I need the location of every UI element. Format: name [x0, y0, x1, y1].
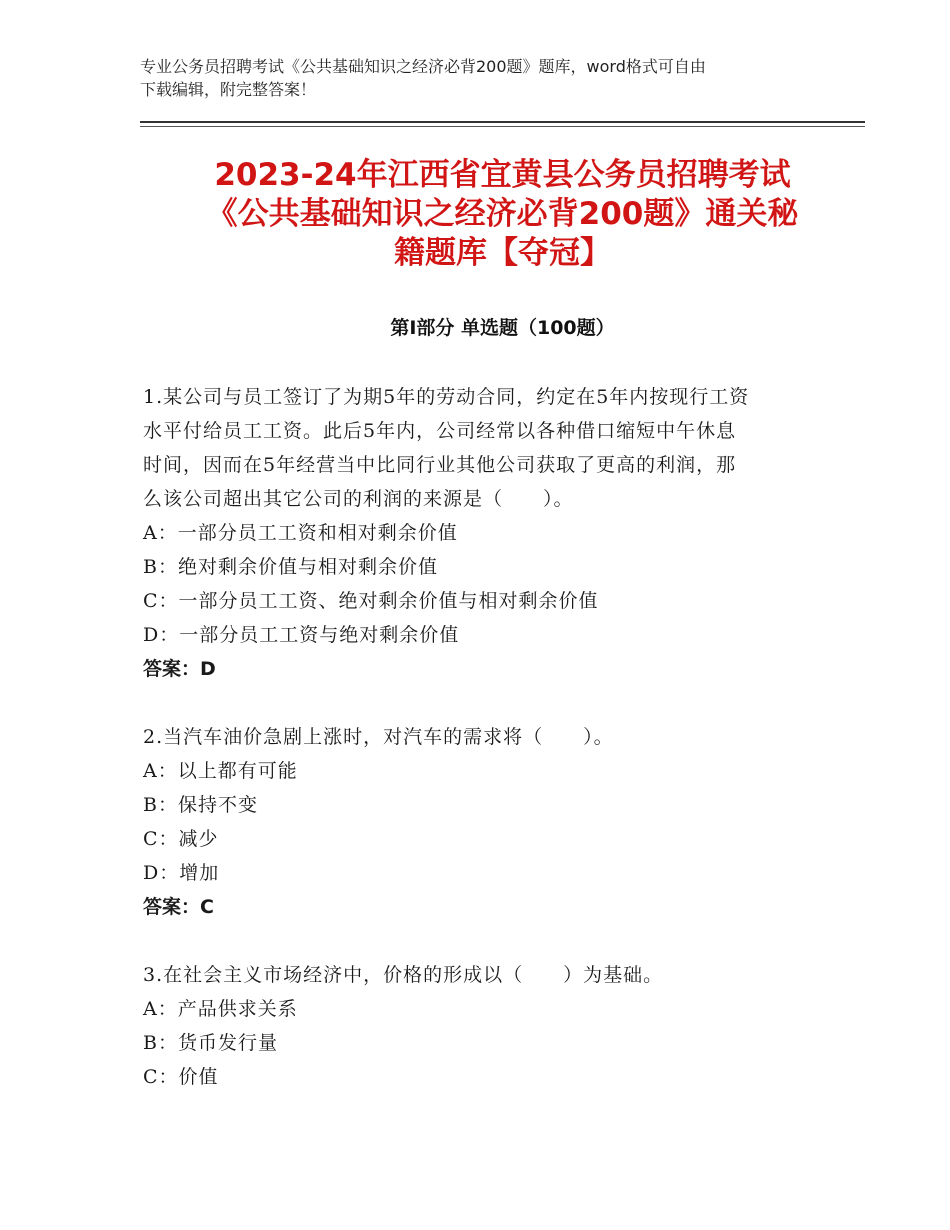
question-1-answer: 答案：D	[143, 658, 216, 680]
question-2-option-d: D：增加	[143, 862, 220, 884]
document-title-line-2: 《公共基础知识之经济必背200题》通关秘	[206, 196, 799, 232]
question-3	[143, 958, 813, 1094]
question-2-answer: 答案：C	[143, 896, 214, 918]
question-stem-line: 水平付给员工工资。此后5年内，公司经常以各种借口缩短中午休息	[143, 420, 737, 442]
header-note	[140, 55, 810, 101]
question-2	[143, 720, 813, 924]
question-stem-line: 3.在社会主义市场经济中，价格的形成以（ ）为基础。	[143, 964, 664, 986]
document-title-line-3: 籍题库【夺冠】	[394, 235, 611, 271]
question-1-option-a: A：一部分员工工资和相对剩余价值	[143, 522, 458, 544]
header-note-line-2: 下载编辑，附完整答案！	[140, 80, 317, 99]
question-1	[143, 380, 813, 686]
question-1-option-d: D：一部分员工工资与绝对剩余价值	[143, 624, 460, 646]
question-1-option-c: C：一部分员工工资、绝对剩余价值与相对剩余价值	[143, 590, 599, 612]
question-1-option-b: B：绝对剩余价值与相对剩余价值	[143, 556, 438, 578]
section-heading: 第I部分 单选题（100题）	[390, 317, 615, 339]
header-note-line-1: 专业公务员招聘考试《公共基础知识之经济必背200题》题库，word格式可自由	[140, 57, 706, 76]
question-2-option-b: B：保持不变	[143, 794, 258, 816]
question-3-option-a: A：产品供求关系	[143, 998, 298, 1020]
question-2-option-a: A：以上都有可能	[143, 760, 298, 782]
question-3-stem	[143, 958, 813, 992]
document-title-line-1: 2023-24年江西省宜黄县公务员招聘考试	[214, 157, 791, 193]
question-2-stem	[143, 720, 813, 754]
question-stem-line: 2.当汽车油价急剧上涨时，对汽车的需求将（ ）。	[143, 726, 614, 748]
question-list	[143, 380, 813, 1128]
question-3-option-c: C：价值	[143, 1066, 219, 1088]
question-1-stem	[143, 380, 813, 516]
header-divider-thin	[140, 126, 865, 127]
question-stem-line: 1.某公司与员工签订了为期5年的劳动合同，约定在5年内按现行工资	[143, 386, 750, 408]
header-divider-thick	[140, 121, 865, 123]
document-title	[140, 156, 865, 273]
question-stem-line: 么该公司超出其它公司的利润的来源是（ ）。	[143, 488, 574, 510]
question-stem-line: 时间，因而在5年经营当中比同行业其他公司获取了更高的利润，那	[143, 454, 737, 476]
question-3-option-b: B：货币发行量	[143, 1032, 278, 1054]
question-2-option-c: C：减少	[143, 828, 219, 850]
